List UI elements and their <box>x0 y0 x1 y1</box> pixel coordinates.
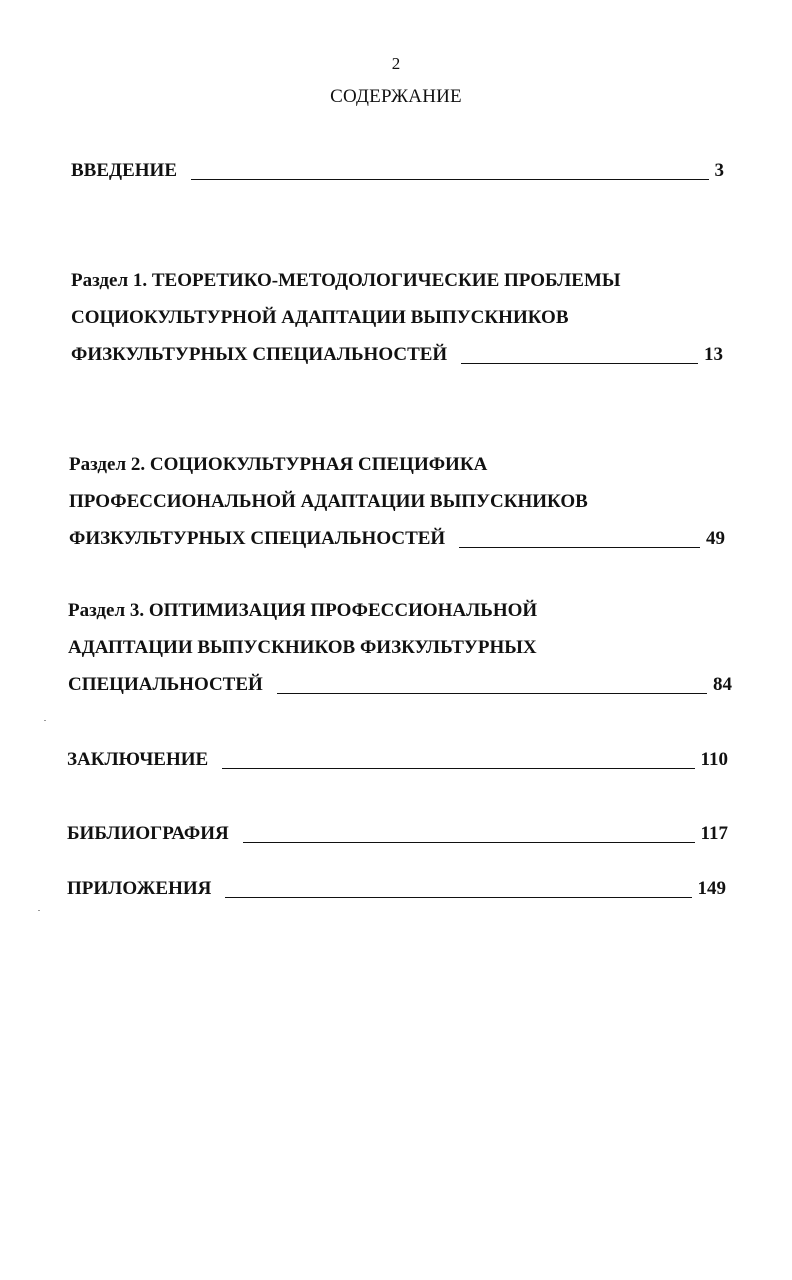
toc-entry-title-line: Раздел 2. СОЦИОКУЛЬТУРНАЯ СПЕЦИФИКА <box>69 454 488 475</box>
scan-speck <box>38 910 40 911</box>
toc-leader-line <box>222 768 694 769</box>
toc-leader-line <box>225 897 691 898</box>
toc-page-number: 3 <box>714 160 724 181</box>
toc-leader-line <box>459 547 700 548</box>
toc-entry-title: БИБЛИОГРАФИЯ <box>67 823 229 844</box>
toc-entry-title-line: Раздел 1. ТЕОРЕТИКО-МЕТОДОЛОГИЧЕСКИЕ ПРОБЛЕМЫ <box>71 270 621 291</box>
toc-entry-introduction[interactable] <box>71 152 724 189</box>
toc-entry-title: СПЕЦИАЛЬНОСТЕЙ <box>68 674 263 695</box>
toc-entry-title-line: Раздел 3. ОПТИМИЗАЦИЯ ПРОФЕССИОНАЛЬНОЙ <box>68 600 538 621</box>
scan-speck <box>44 720 46 721</box>
toc-entry-section-1[interactable] <box>71 262 723 373</box>
toc-leader-line <box>243 842 695 843</box>
toc-entry-section-2[interactable] <box>69 446 725 557</box>
toc-leader-line <box>277 693 707 694</box>
toc-entry-title: ЗАКЛЮЧЕНИЕ <box>67 749 209 770</box>
toc-entry-appendices[interactable] <box>67 870 726 907</box>
toc-entry-title: ФИЗКУЛЬТУРНЫХ СПЕЦИАЛЬНОСТЕЙ <box>71 344 448 365</box>
toc-page-number: 149 <box>697 878 726 899</box>
page-title: СОДЕРЖАНИЕ <box>330 86 462 107</box>
toc-page-number: 117 <box>700 823 728 844</box>
page-number: 2 <box>391 54 401 73</box>
toc-entry-title-line: ПРОФЕССИОНАЛЬНОЙ АДАПТАЦИИ ВЫПУСКНИКОВ <box>69 491 588 512</box>
toc-entry-bibliography[interactable] <box>67 815 728 852</box>
toc-entry-title: ПРИЛОЖЕНИЯ <box>67 878 212 899</box>
toc-entry-section-3[interactable] <box>68 592 732 703</box>
toc-entry-title: ВВЕДЕНИЕ <box>71 160 177 181</box>
toc-entry-title-line: АДАПТАЦИИ ВЫПУСКНИКОВ ФИЗКУЛЬТУРНЫХ <box>68 637 537 658</box>
toc-leader-line <box>191 179 709 180</box>
toc-page-number: 110 <box>700 749 728 770</box>
toc-entry-title: ФИЗКУЛЬТУРНЫХ СПЕЦИАЛЬНОСТЕЙ <box>69 528 446 549</box>
toc-entry-conclusion[interactable] <box>67 741 728 778</box>
toc-page-number: 84 <box>713 674 732 695</box>
toc-entry-title-line: СОЦИОКУЛЬТУРНОЙ АДАПТАЦИИ ВЫПУСКНИКОВ <box>71 307 569 328</box>
toc-page-number: 13 <box>704 344 723 365</box>
toc-page-number: 49 <box>706 528 725 549</box>
toc-leader-line <box>461 363 698 364</box>
